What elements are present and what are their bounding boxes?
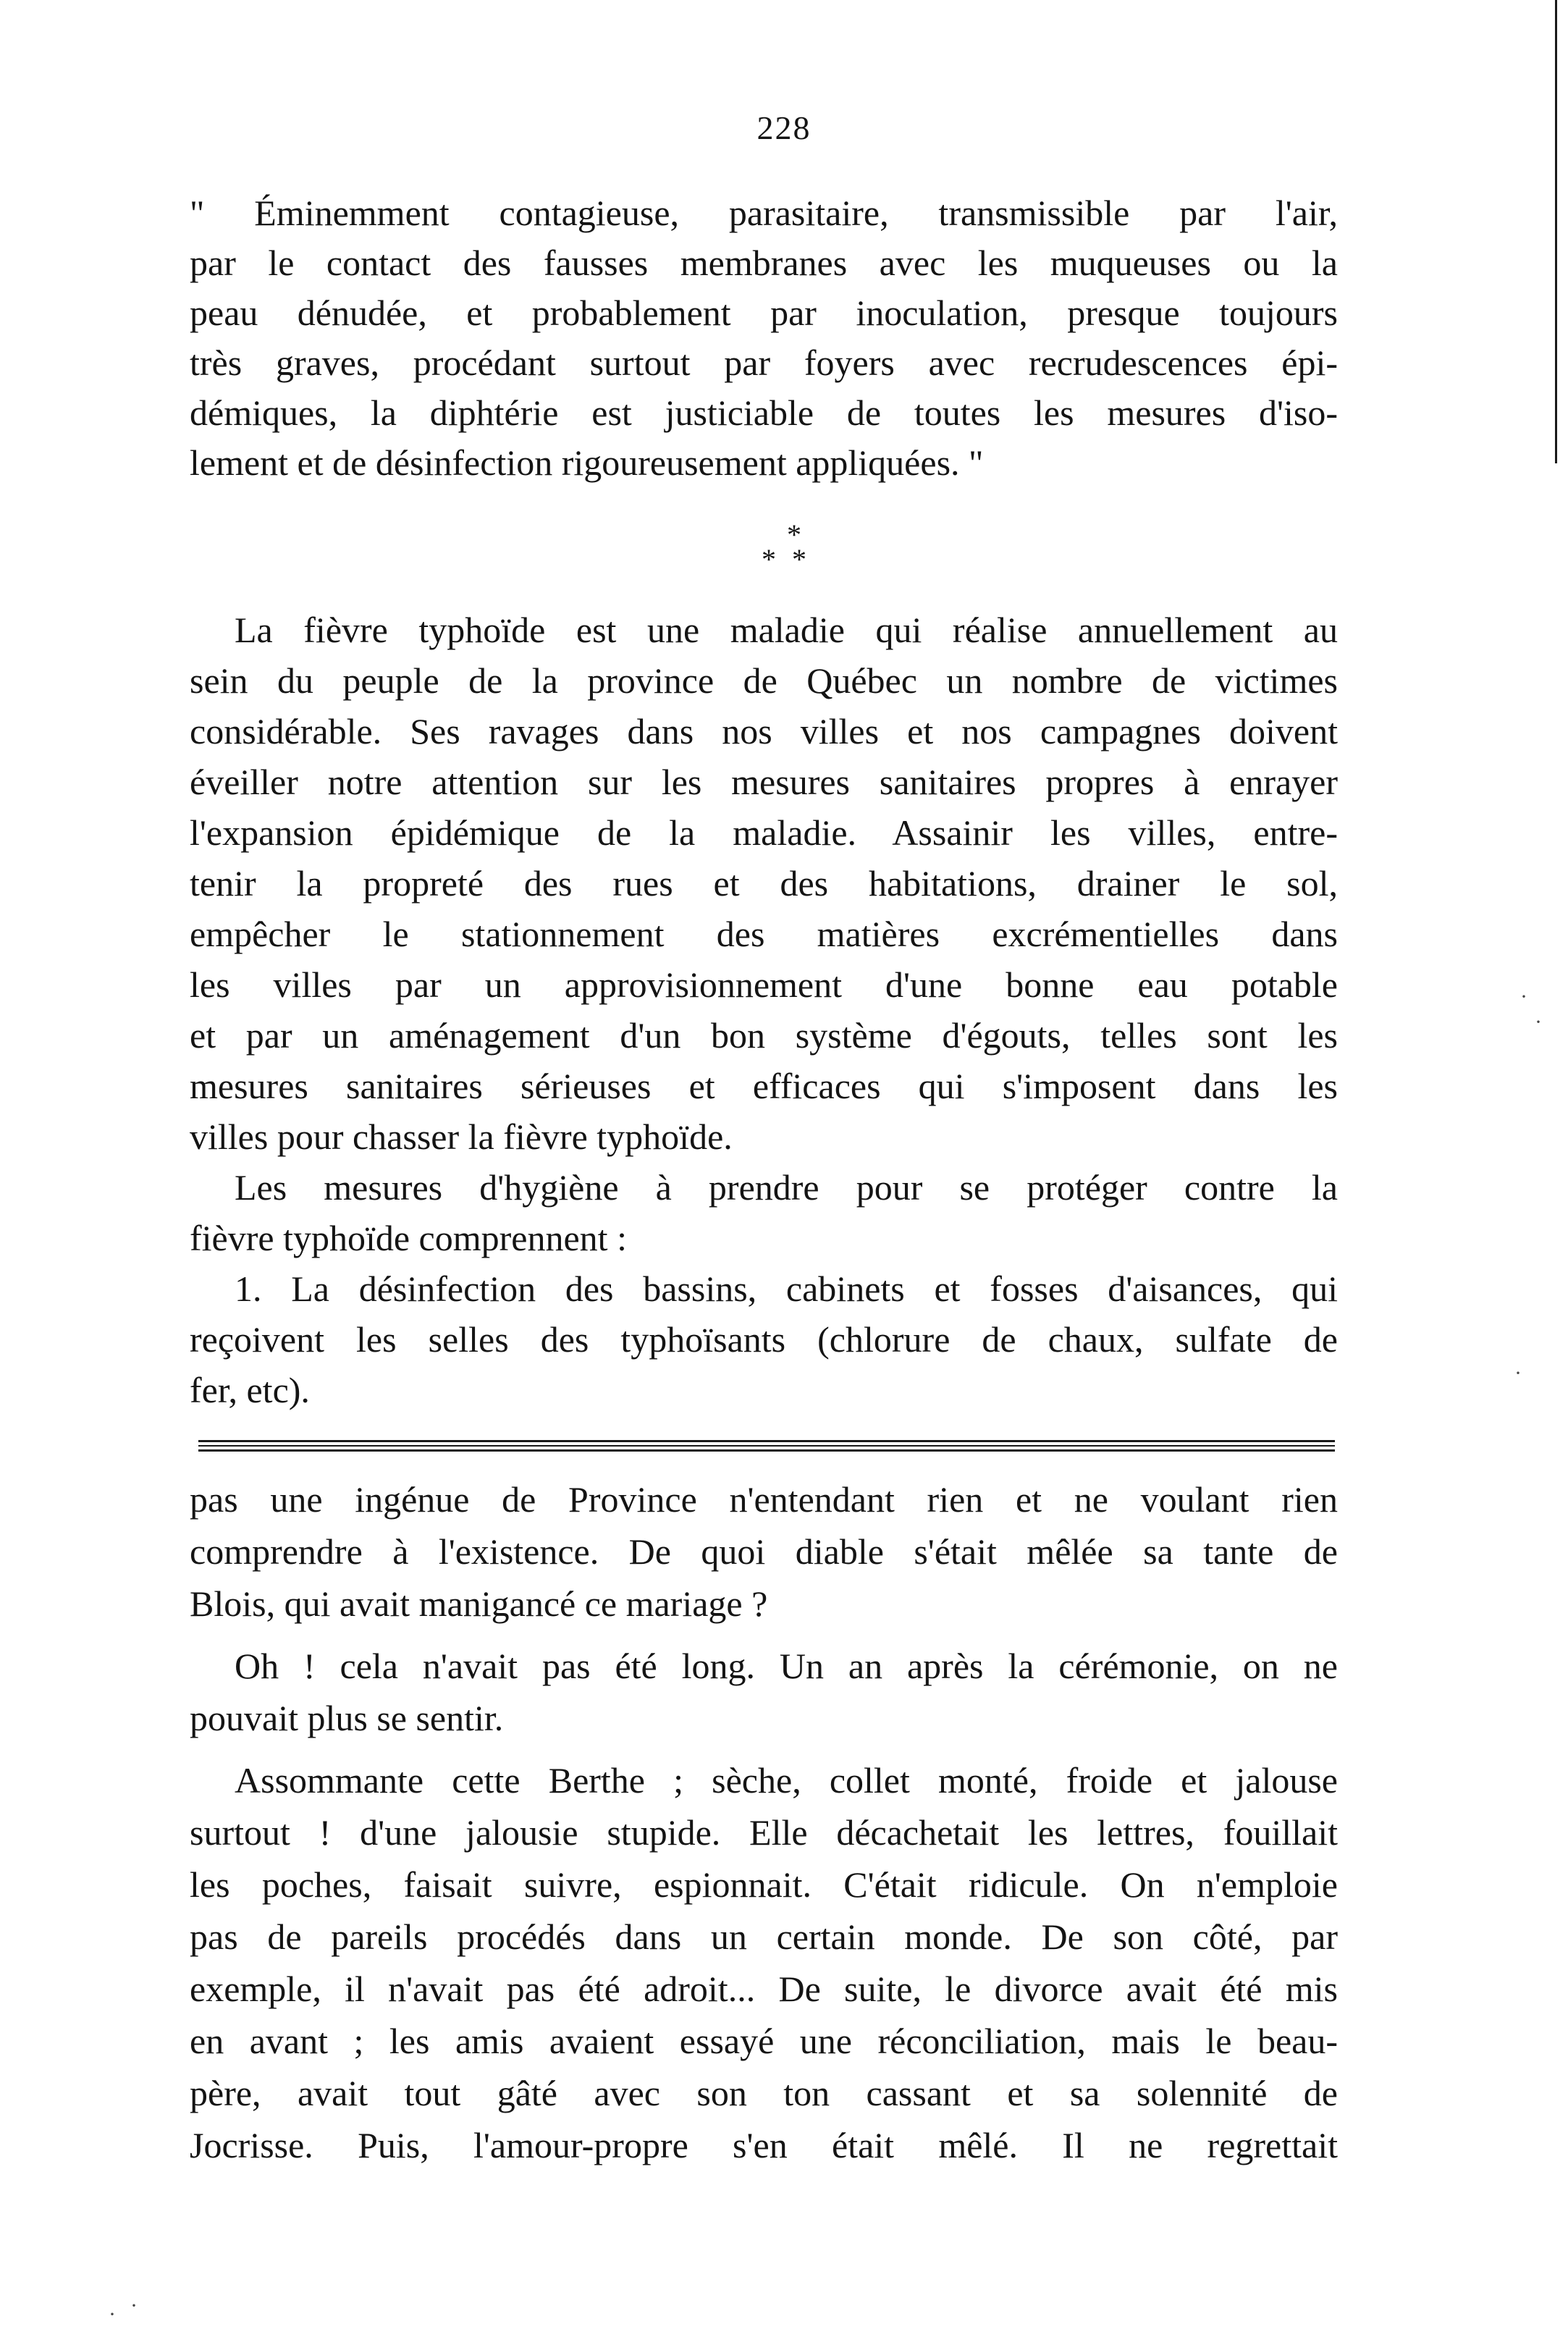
text-line: Les mesures d'hygiène à prendre pour se protéger contre la <box>235 1167 1338 1208</box>
list-item-line: reçoivent les selles des typhoïsants (chlorure de chaux, sulfate de <box>190 1319 1338 1360</box>
text-line: sein du peuple de la province de Québec un nombre de victimes <box>190 660 1338 701</box>
margin-speck: · <box>130 2294 138 2317</box>
text-line: surtout ! d'une jalousie stupide. Elle décachetait les lettres, fouillait <box>190 1812 1338 1853</box>
text-line: par le contact des fausses membranes avec les muqueuses ou la <box>190 243 1338 283</box>
text-line: père, avait tout gâté avec son ton cassant et sa solennité de <box>190 2073 1338 2113</box>
margin-speck: · <box>1535 1010 1542 1034</box>
text-line: les villes par un approvisionnement d'une bonne eau potable <box>190 964 1338 1005</box>
asterism-top: * <box>787 518 801 551</box>
text-line: en avant ; les amis avaient essayé une réconciliation, mais le beau- <box>190 2021 1338 2061</box>
diphtheria-quote <box>190 188 1338 488</box>
text-line: villes pour chasser la fièvre typhoïde. <box>190 1116 733 1157</box>
text-line: Jocrisse. Puis, l'amour-propre s'en était mêlé. Il ne regrettait <box>190 2125 1338 2165</box>
text-line: pas de pareils procédés dans un certain monde. De son côté, par <box>190 1916 1338 1957</box>
text-line: considérable. Ses ravages dans nos villes et nos campagnes doivent <box>190 711 1338 752</box>
text-line: les poches, faisait suivre, espionnait. C'était ridicule. On n'emploie <box>190 1864 1338 1905</box>
text-line: Oh ! cela n'avait pas été long. Un an après la cérémonie, on ne <box>235 1646 1338 1686</box>
margin-speck: · <box>1520 985 1527 1009</box>
text-line: La fièvre typhoïde est une maladie qui réalise annuellement au <box>235 610 1338 650</box>
text-line: lement et de désinfection rigoureusement appliquées. " <box>190 442 984 483</box>
asterism-bottom: ** <box>762 543 822 576</box>
section-divider-rule <box>198 1439 1335 1454</box>
text-line: comprendre à l'existence. De quoi diable s'était mêlée sa tante de <box>190 1531 1338 1572</box>
text-line: tenir la propreté des rues et des habitations, drainer le sol, <box>190 863 1338 904</box>
text-line: exemple, il n'avait pas été adroit... De suite, le divorce avait été mis <box>190 1969 1338 2009</box>
list-item-line: 1. La désinfection des bassins, cabinets et fosses d'aisances, qui <box>235 1268 1338 1309</box>
asterism-separator <box>0 518 1568 576</box>
text-line: démiques, la diphtérie est justiciable de toutes les mesures d'iso- <box>190 392 1338 433</box>
page-number: 228 <box>756 109 812 146</box>
text-line: Blois, qui avait manigancé ce mariage ? <box>190 1583 768 1624</box>
text-line: " Éminemment contagieuse, parasitaire, transmissible par l'air, <box>190 193 1338 233</box>
text-line: Assommante cette Berthe ; sèche, collet monté, froide et jalouse <box>235 1760 1338 1801</box>
text-line: mesures sanitaires sérieuses et efficaces qui s'imposent dans les <box>190 1066 1338 1106</box>
margin-speck: · <box>109 2302 116 2326</box>
margin-speck: · <box>1514 1361 1522 1385</box>
text-line: éveiller notre attention sur les mesures sanitaires propres à enrayer <box>190 762 1338 802</box>
text-line: empêcher le stationnement des matières excrémentielles dans <box>190 914 1338 954</box>
text-line: pas une ingénue de Province n'entendant rien et ne voulant rien <box>190 1479 1338 1520</box>
typhoid-section <box>190 605 1338 1415</box>
page-edge-line <box>1555 0 1557 463</box>
text-line: l'expansion épidémique de la maladie. Assainir les villes, entre- <box>190 812 1338 853</box>
text-line: très graves, procédant surtout par foyers avec recrudescences épi- <box>190 342 1338 383</box>
list-item-line: fer, etc). <box>190 1370 310 1410</box>
novel-excerpt <box>190 1473 1338 2171</box>
text-line: et par un aménagement d'un bon système d'égouts, telles sont les <box>190 1015 1338 1056</box>
text-line: fièvre typhoïde comprennent : <box>190 1218 627 1258</box>
text-line: pouvait plus se sentir. <box>190 1698 504 1738</box>
text-line: peau dénudée, et probablement par inoculation, presque toujours <box>190 292 1338 333</box>
